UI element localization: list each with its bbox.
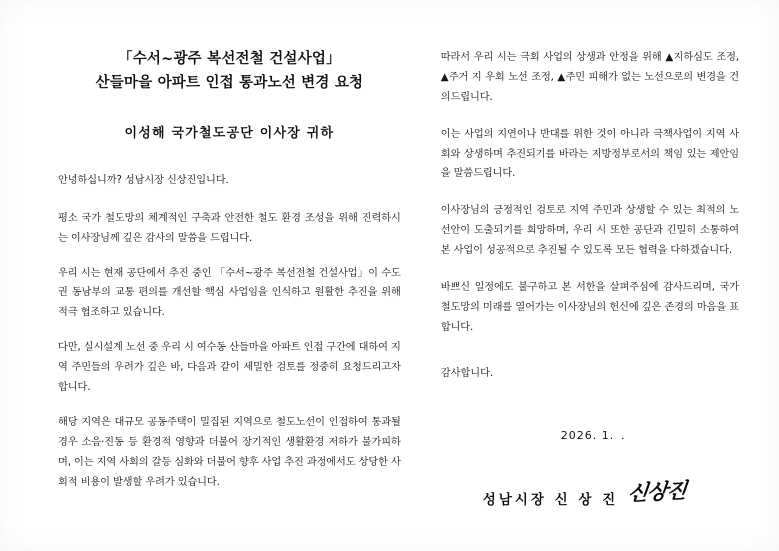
paragraph-left-2: 평소 국가 철도망의 체계적인 구축과 안전한 철도 환경 조성을 위해 진력하시는 이사장님께 깊은 감사의 말씀을 드립니다. [58, 212, 401, 244]
date-text: 2026. 1. [560, 429, 615, 443]
paragraph-right-1: 따라서 우리 시는 극회 사업의 상생과 안정을 위해 ▲지하심도 조정, ▲주거 지 우회 노선 조정, ▲주민 피해가 없는 노선으로의 변경을 건의드립니다. [440, 52, 739, 103]
signature-name: 성남시장 신 상 진 [482, 492, 619, 509]
paragraph-greeting: 안녕하십니까? 성남시장 신상진입니다. [58, 174, 229, 186]
signature-handwriting: 신상진 [626, 477, 688, 506]
signature-row [441, 476, 739, 508]
paragraph-left-4: 다만, 실시설계 노선 중 우리 시 여수동 산들마을 아파트 인접 구간에 대하여 지역 주민들의 우려가 깊은 바, 다음과 같이 세밀한 검토를 정중히 요청드리고자 합니다. [58, 342, 401, 393]
title-line-1: 「수서~광주 복선전철 건설사업」 [118, 51, 341, 67]
letter-title-block [58, 48, 401, 96]
letter-left-column [58, 34, 419, 527]
date-line [441, 429, 739, 442]
paragraph-right-2: 이는 사업의 지연이나 반대를 위한 것이 아니라 극책사업이 지역 사회와 상생하며 추진되기를 바라는 지방정부로서의 책임 있는 제안임을 말씀드립니다. [440, 128, 739, 180]
date-day-placeholder: . [621, 429, 626, 443]
paragraph-right-3: 이사장님의 긍정적인 검토로 지역 주민과 상생할 수 있는 최적의 노선안이 도출되기를 희망하며, 우리 시 또한 공단과 긴밀히 소통하여 본 사업이 성공적으로 추진될 수 있도록 모든 협력을 다하겠습니다. [440, 205, 739, 257]
paragraph-left-3: 우리 시는 현재 공단에서 추진 중인 「수서~광주 복선전철 건설사업」이 수도권 동남부의 교통 편의를 개선할 핵심 사업임을 인식하고 원활한 추진을 위해 적극 협조하고 있습니다. [58, 267, 401, 319]
paragraph-left-5: 해당 지역은 대규모 공동주택이 밀집된 지역으로 철도노선이 인접하여 통과될 경우 소음·진동 등 환경적 영향과 더불어 장기적인 생활환경 저하가 불가피하며, 이는 지역 사회의 갈등 심화와 더불어 향후 사업 추진 과정에서도 상당한 사회적 비용이 발생할 우려가 있습니다. [58, 416, 401, 488]
letter-right-column [419, 34, 739, 527]
closing-line: 감사합니다. [440, 367, 494, 379]
recipient-line: 이성해 국가철도공단 이사장 귀하 [124, 125, 335, 141]
paragraph-right-4: 바쁘신 일정에도 불구하고 본 서한을 살펴주심에 감사드리며, 국가 철도망의 미래를 열어가는 이사장님의 헌신에 깊은 존경의 마음을 표합니다. [440, 282, 739, 333]
title-line-2: 산들마을 아파트 인접 통과노선 변경 요청 [95, 74, 364, 91]
